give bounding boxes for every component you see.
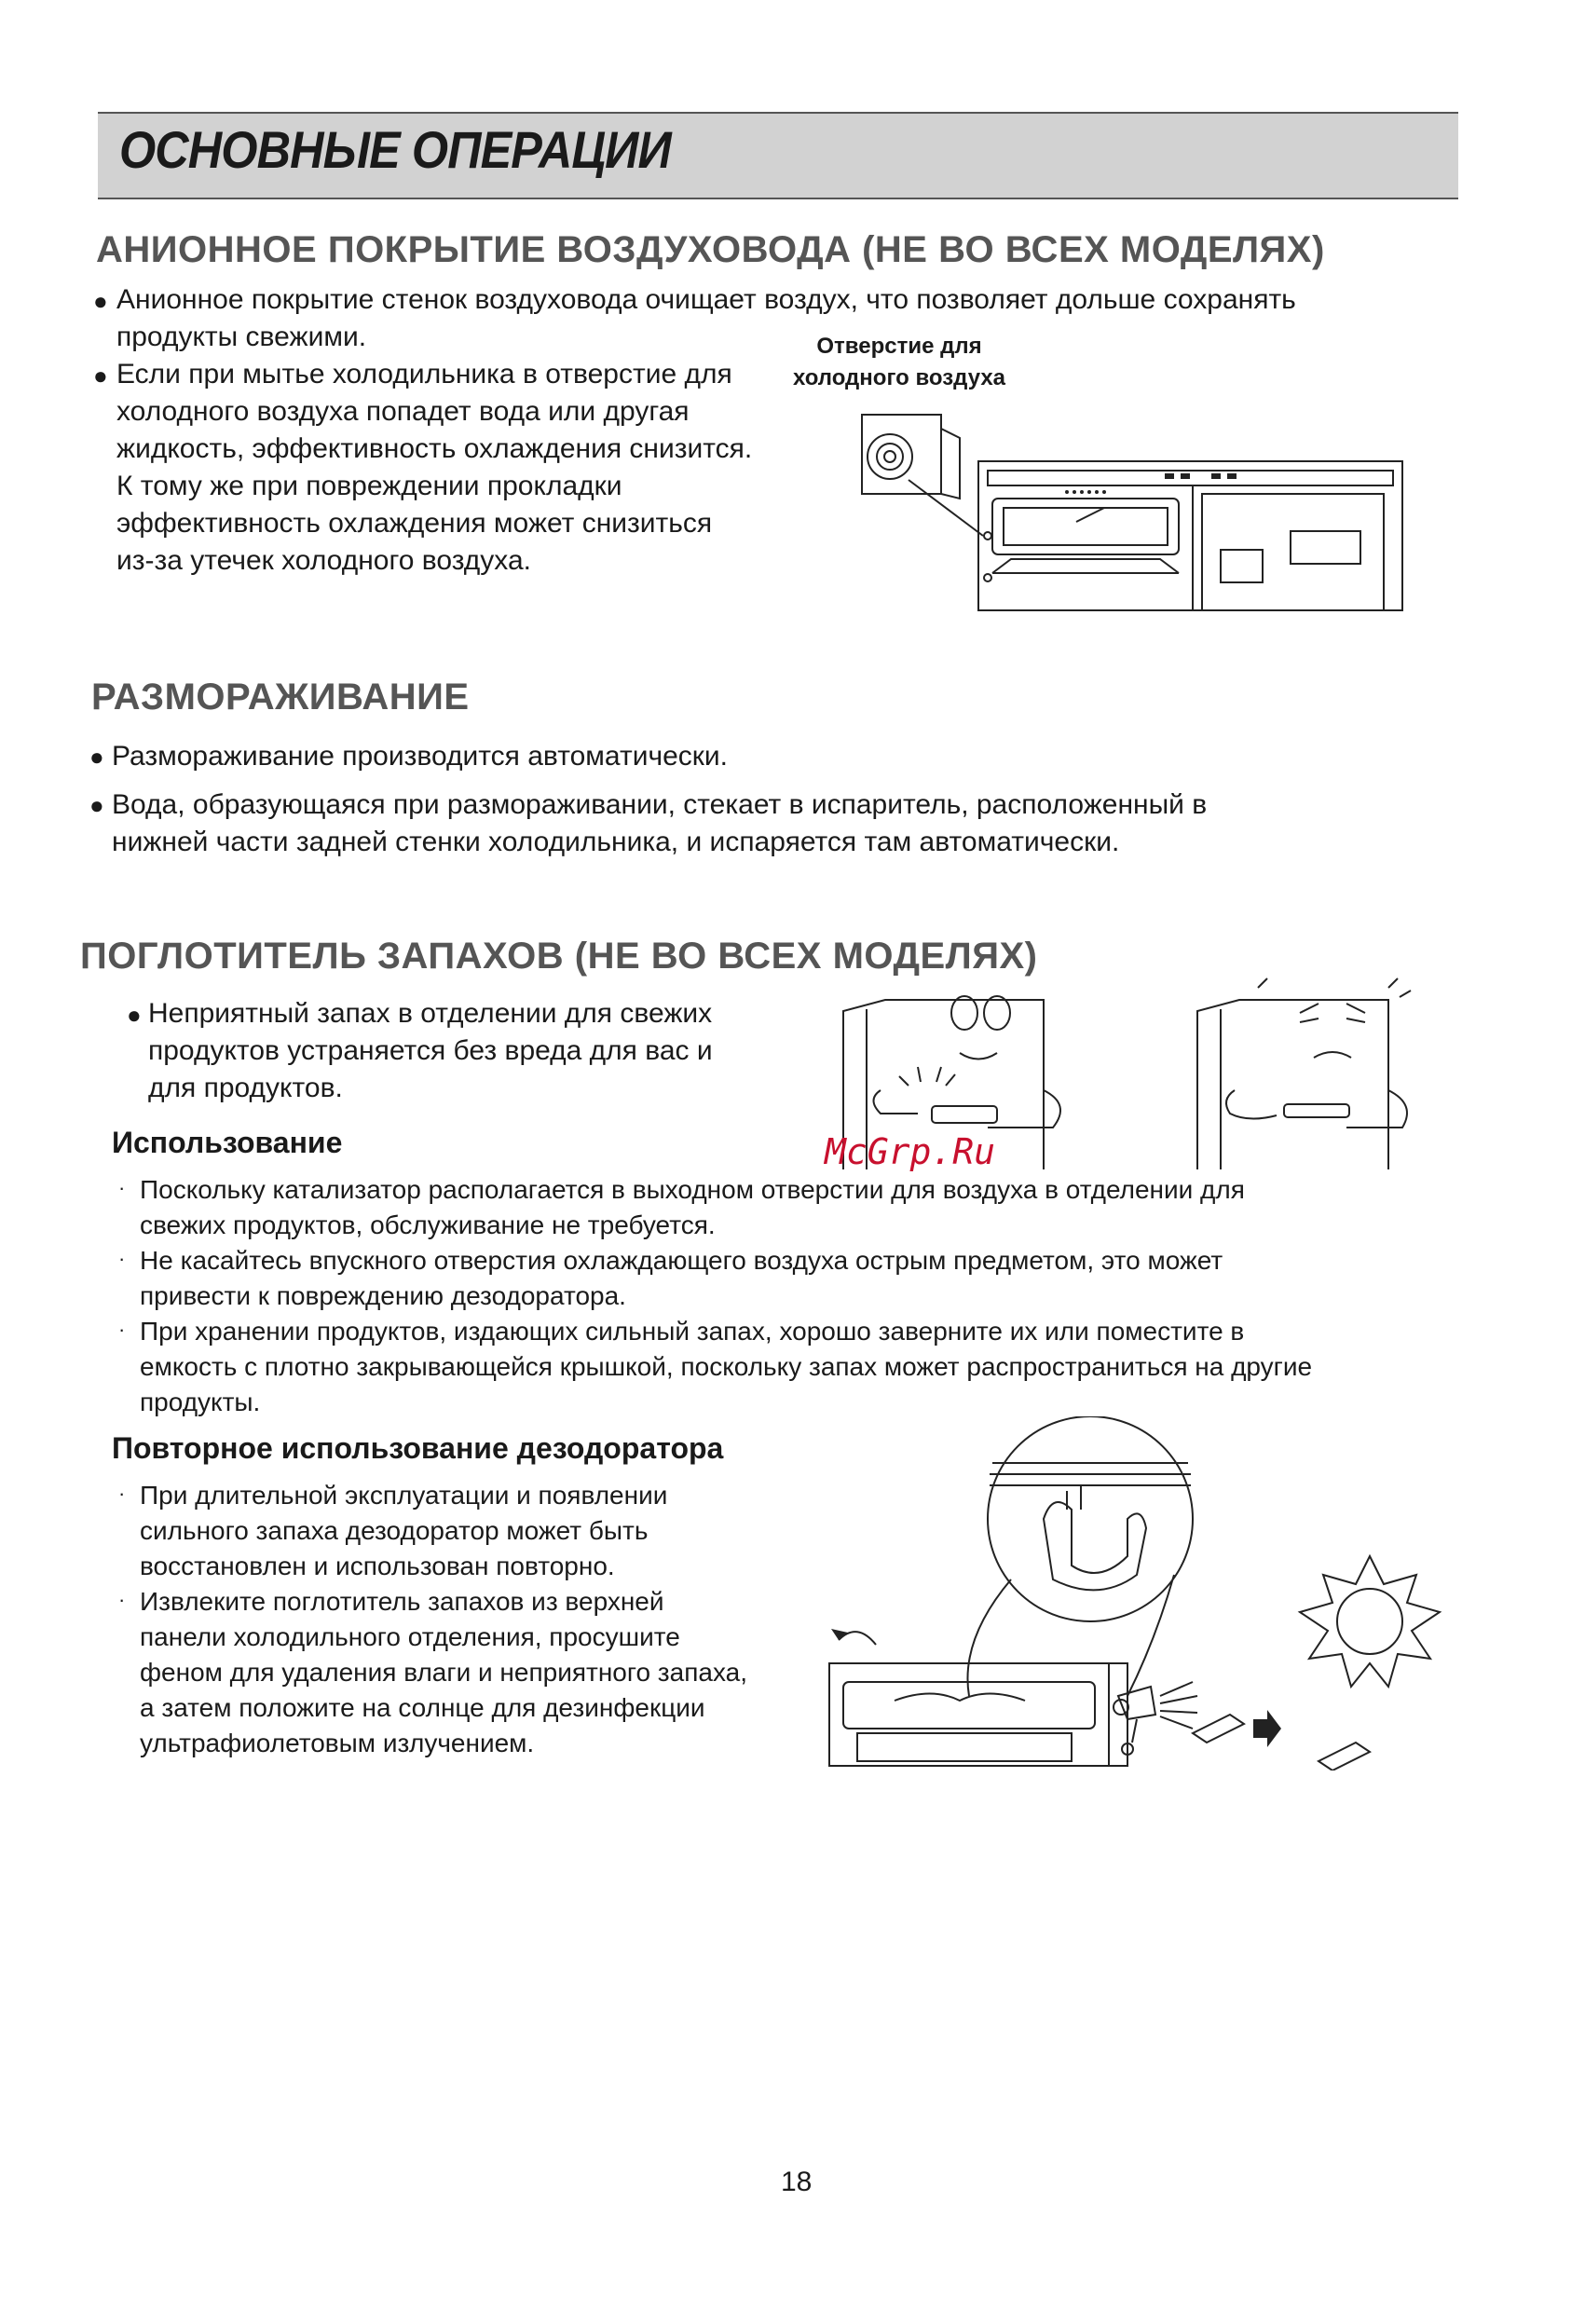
anion-bullet2-line1: Если при мытье холодильника в отверстие для (116, 359, 732, 390)
odor-intro-line3: для продуктов. (148, 1073, 343, 1103)
section-title-odor-absorber: ПОГЛОТИТЕЛЬ ЗАПАХОВ (НЕ ВО ВСЕХ МОДЕЛЯХ) (80, 936, 1038, 977)
bullet-icon: ● (127, 1001, 142, 1029)
reuse-item1-line1: При длительной эксплуатации и появлении (140, 1481, 668, 1510)
usage-item2-line1: Не касайтесь впускного отверстия охлаждающего воздуха острым предметом, это может (140, 1246, 1223, 1275)
defrost-bullet2-line1: Вода, образующаяся при размораживании, стекает в испаритель, расположенный в (112, 789, 1208, 820)
reuse-item2-line4: а затем положите на солнце для дезинфекции (140, 1693, 705, 1722)
reuse-item2-line5: ультрафиолетовым излучением. (140, 1729, 535, 1757)
figure-label-line1: Отверстие для (816, 334, 982, 359)
usage-item3-line2: емкость с плотно закрывающейся крышкой, поскольку запах может распространиться на другие (140, 1352, 1313, 1381)
usage-item3-line1: При хранении продуктов, издающих сильный запах, хорошо заверните их или поместите в (140, 1317, 1245, 1346)
defrost-bullet2-line2: нижней части задней стенки холодильника, и испаряется там автоматически. (112, 827, 1120, 857)
watermark: McGrp.Ru (825, 1131, 996, 1172)
reuse-title: Повторное использование дезодоратора (112, 1431, 724, 1465)
page-number: 18 (781, 2167, 813, 2197)
bullet-dot: · (118, 1482, 126, 1505)
odor-intro-line1: Неприятный запах в отделении для свежих (148, 998, 713, 1029)
usage-item1-line1: Поскольку катализатор располагается в выходном отверстии для воздуха в отделении для (140, 1175, 1245, 1204)
bullet-icon: ● (89, 791, 104, 819)
figure-label-line2: холодного воздуха (792, 365, 1006, 390)
reuse-item1-line3: восстановлен и использован повторно. (140, 1552, 615, 1580)
page-title: ОСНОВНЫЕ ОПЕРАЦИИ (119, 120, 671, 179)
reuse-item2-line3: феном для удаления влаги и неприятного запаха, (140, 1658, 747, 1687)
section-title-anion-coating: АНИОННОЕ ПОКРЫТИЕ ВОЗДУХОВОДА (НЕ ВО ВСЕХ МОДЕЛЯХ) (96, 229, 1325, 270)
bullet-icon: ● (93, 362, 108, 390)
usage-item1-line2: свежих продуктов, обслуживание не требуется. (140, 1210, 716, 1239)
usage-item3-line3: продукты. (140, 1388, 261, 1416)
anion-bullet2-line3: жидкость, эффективность охлаждения снизится. (116, 433, 753, 464)
bullet-icon: ● (93, 287, 108, 315)
defrost-bullet1: Размораживание производится автоматически. (112, 741, 728, 772)
reuse-item1-line2: сильного запаха дезодоратор может быть (140, 1516, 649, 1545)
bullet-icon: ● (89, 743, 104, 771)
anion-bullet2-line5: эффективность охлаждения может снизиться (116, 508, 713, 539)
anion-bullet1-line1: Анионное покрытие стенок воздуховода очищает воздух, что позволяет дольше сохранять (116, 284, 1296, 315)
odor-intro-line2: продуктов устраняется без вреда для вас и (148, 1035, 713, 1066)
anion-bullet2-line6: из-за утечек холодного воздуха. (116, 545, 531, 576)
figure-label-cold-air-hole (773, 331, 1025, 394)
bullet-dot: · (118, 1318, 126, 1341)
bullet-dot: · (118, 1247, 126, 1270)
anion-bullet1-line2: продукты свежими. (116, 321, 367, 352)
section-title-defrost: РАЗМОРАЖИВАНИЕ (91, 677, 470, 718)
usage-title: Использование (112, 1126, 343, 1159)
reuse-item2-line2: панели холодильного отделения, просушите (140, 1622, 680, 1651)
bullet-dot: · (118, 1588, 126, 1611)
anion-bullet2-line2: холодного воздуха попадет вода или другая (116, 396, 690, 427)
reuse-item2-line1: Извлеките поглотитель запахов из верхней (140, 1587, 664, 1616)
bullet-dot: · (118, 1176, 126, 1199)
fridge-interior-illustration (853, 410, 1412, 615)
usage-item2-line2: привести к повреждению дезодоратора. (140, 1281, 626, 1310)
deodorizer-removal-illustration (820, 1416, 1454, 1770)
anion-bullet2-line4: К тому же при повреждении прокладки (116, 471, 622, 501)
